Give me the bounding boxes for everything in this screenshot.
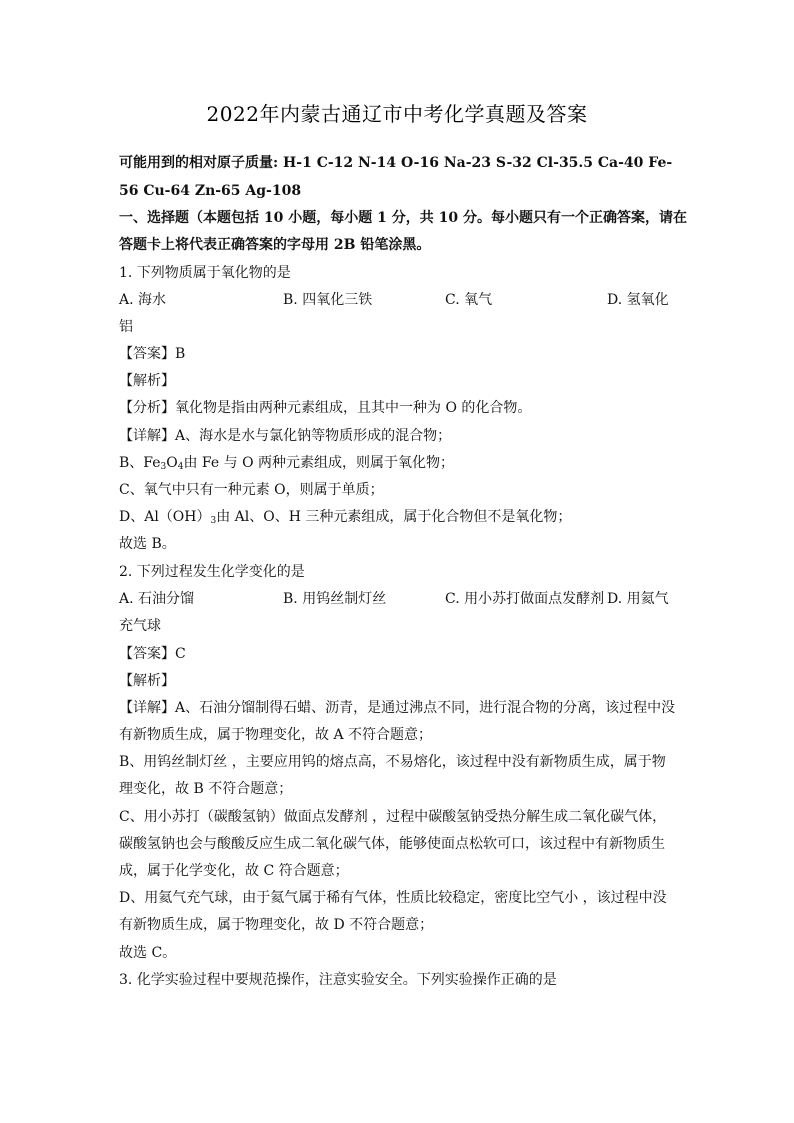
q2-option-c: C. 用小苏打做面点发酵剂: [445, 591, 605, 607]
q2-analysis-label: 【解析】: [119, 673, 175, 689]
q1-stem: 1. 下列物质属于氧化物的是: [119, 265, 291, 281]
q2-detail-d-1: D、用氦气充气球，由于氦气属于稀有气体，性质比较稳定，密度比空气小 ，该过程中没: [119, 890, 667, 906]
q2-conclusion: 故选 C。: [119, 945, 177, 961]
q2-detail-d-2: 有新物质生成，属于物理变化，故 D 不符合题意；: [119, 917, 434, 933]
q2-option-b: B. 用钨丝制灯丝: [283, 591, 387, 607]
atomic-masses-line-2: 56 Cu-64 Zn-65 Ag-108: [119, 183, 302, 199]
q2-detail-a-1: 【详解】A、石油分馏制得石蜡、沥青，是通过沸点不同，进行混合物的分离，该过程中没: [119, 700, 676, 716]
q1-option-b: B. 四氧化三铁: [283, 292, 373, 308]
q2-detail-a-2: 有新物质生成，属于物理变化，故 A 不符合题意；: [119, 727, 433, 743]
q1-analysis-label: 【解析】: [119, 373, 175, 389]
q2-detail-c-2: 碳酸氢钠也会与酸酸反应生成二氧化碳气体，能够使面点松软可口，该过程中有新物质生: [119, 836, 665, 852]
q2-detail-c-1: C、用小苏打（碳酸氢钠）做面点发酵剂 ，过程中碳酸氢钠受热分解生成二氧化碳气体，: [119, 809, 667, 825]
q1-conclusion: 故选 B。: [119, 536, 176, 552]
q3-stem: 3. 化学实验过程中要规范操作，注意实验安全。下列实验操作正确的是: [119, 972, 557, 988]
q1-detail-d: D、$Al(OH)_3$由 Al、O、H 三种元素组成，属于化合物但不是氧化物；: [119, 509, 572, 526]
q1-fenxi: 【分析】氧化物是指由两种元素组成，且其中一种为 O 的化合物。: [119, 400, 532, 416]
q1-option-c: C. 氧气: [445, 292, 493, 308]
section-header-line-1: 一、选择题（本题包括 10 小题，每小题 1 分，共 10 分。每小题只有一个正确答案，请在: [119, 210, 687, 226]
section-header-line-2: 答题卡上将代表正确答案的字母用 2B 铅笔涂黑。: [119, 237, 431, 253]
q1-detail-c: C、氧气中只有一种元素 O，则属于单质；: [119, 482, 384, 498]
q2-answer: 【答案】C: [119, 646, 186, 662]
q2-detail-b-2: 理变化，故 B 不符合题意；: [119, 781, 293, 797]
q1-answer: 【答案】B: [119, 346, 186, 362]
q1-option-d: D. 氢氧化: [607, 292, 669, 308]
q1-detail-a: 【详解】A、海水是水与氯化钠等物质形成的混合物；: [119, 428, 452, 444]
page-title: 2022年内蒙古通辽市中考化学真题及答案: [206, 102, 588, 126]
q1-option-d-wrap: 铝: [119, 319, 133, 335]
q1-detail-b: B、$Fe_3O_4$由 Fe 与 O 两种元素组成，则属于氧化物；: [119, 455, 454, 472]
q2-option-a: A. 石油分馏: [119, 591, 195, 607]
q1-option-a: A. 海水: [119, 292, 167, 308]
q2-detail-b-1: B、用钨丝制灯丝 ，主要应用钨的熔点高，不易熔化，该过程中没有新物质生成，属于物: [119, 754, 666, 770]
q2-stem: 2. 下列过程发生化学变化的是: [119, 564, 305, 580]
q2-detail-c-3: 成，属于化学变化，故 C 符合题意；: [119, 863, 349, 879]
atomic-masses-line-1: 可能用到的相对原子质量: H-1 C-12 N-14 O-16 Na-23 S-32 Cl-35.5 Ca-40 Fe-: [119, 155, 673, 171]
q2-option-d-wrap: 充气球: [119, 618, 161, 634]
q2-option-d: D. 用氦气: [607, 591, 669, 607]
